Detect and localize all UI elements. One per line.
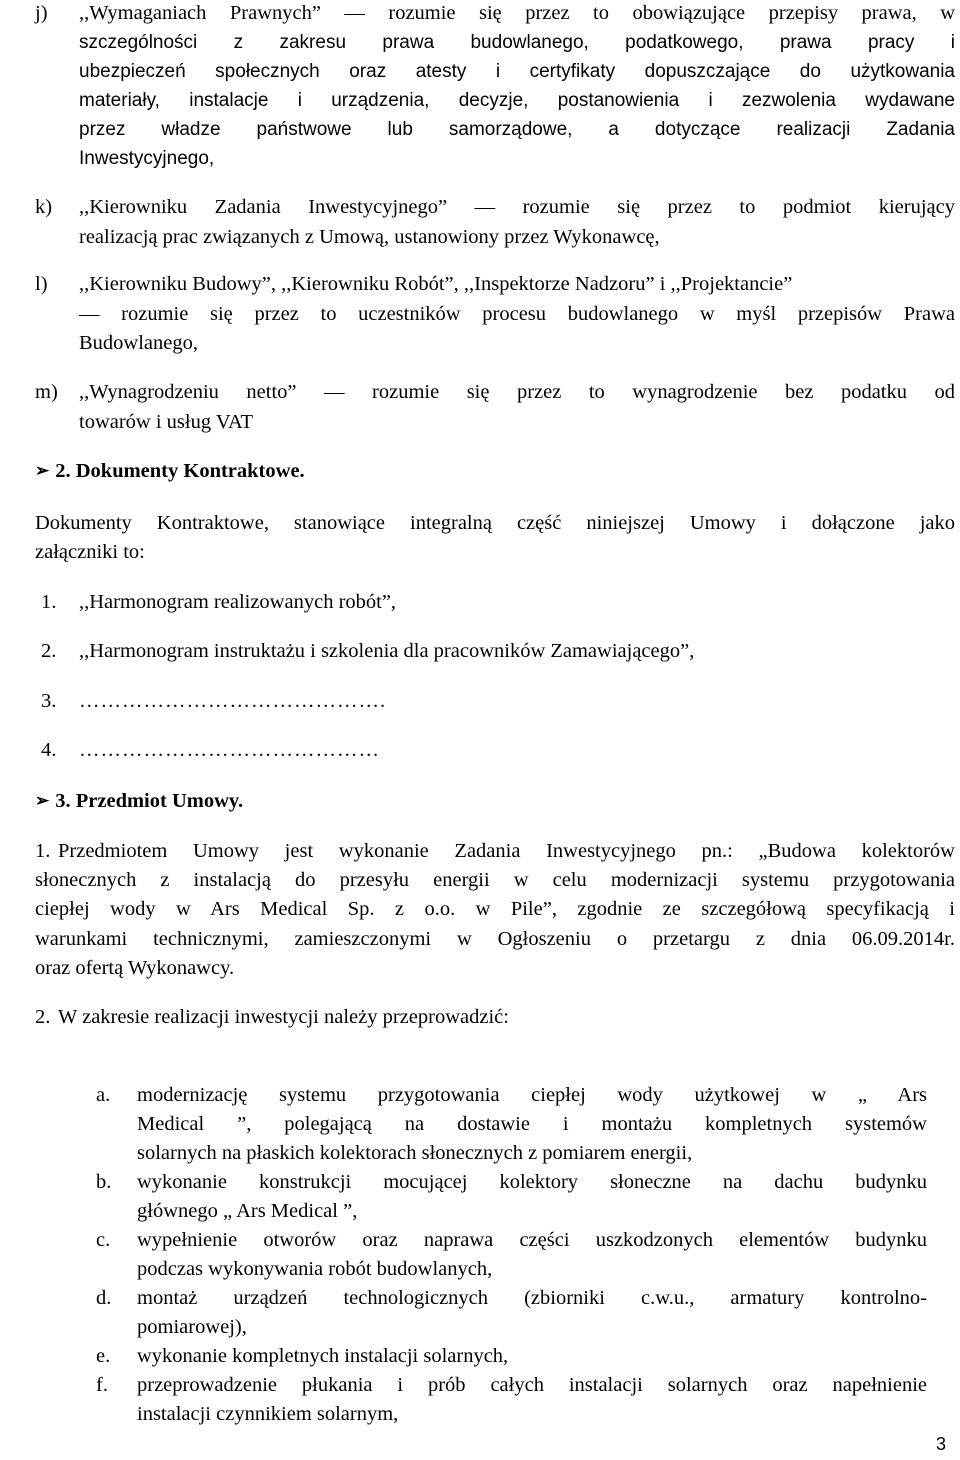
section-heading-3 — [0, 786, 960, 816]
arrow-icon: ➢ — [35, 461, 50, 480]
text-line: materiały, instalacje i urządzenia, decyzje, postanowienia i zezwolenia wydawane — [79, 90, 955, 111]
arrow-icon: ➢ — [35, 791, 50, 810]
attachment-item — [0, 636, 960, 666]
text-line: — rozumie się przez to uczestników procesu budowlanego w myśl przepisów Prawa — [79, 303, 955, 325]
text-line: głównego „ Ars Medical ”, — [137, 1200, 358, 1222]
attachment-number: 2. — [41, 640, 57, 662]
text-line: ubezpieczeń społecznych oraz atesty i certyfikaty dopuszczające do użytkowania — [79, 61, 955, 82]
section-intro-line: załączniki to: — [35, 541, 145, 563]
page-number: 3 — [936, 1434, 947, 1454]
text-line: ,,Wynagrodzeniu netto” — rozumie się przez to wynagrodzenie bez podatku od — [79, 381, 955, 403]
text-line: pomiarowej), — [137, 1316, 247, 1338]
text-line: szczególności z zakresu prawa budowlanego, podatkowego, prawa pracy i — [79, 32, 955, 53]
item-label: e. — [96, 1345, 111, 1367]
text-line: wykonanie konstrukcji mocującej kolektory słoneczne na dachu budynku — [137, 1171, 927, 1193]
text-line: towarów i usług VAT — [79, 411, 254, 433]
attachment-number: 4. — [41, 739, 57, 761]
attachment-text: ,,Harmonogram instruktażu i szkolenia dla pracowników Zamawiającego”, — [79, 640, 695, 662]
section-heading-2 — [0, 456, 960, 486]
text-line: wykonanie kompletnych instalacji solarnych, — [137, 1345, 509, 1367]
attachment-text: ……………………………………. — [79, 690, 387, 712]
text-line: ,,Kierowniku Zadania Inwestycyjnego” — rozumie się przez to podmiot kierujący — [79, 196, 955, 218]
item-label: l) — [35, 273, 48, 295]
section-title: 2. Dokumenty Kontraktowe. — [55, 460, 305, 482]
text-line: W zakresie realizacji inwestycji należy przeprowadzić: — [58, 1006, 509, 1028]
text-line: Medical ”, polegającą na dostawie i montażu kompletnych systemów — [137, 1113, 927, 1135]
section-intro-line: Dokumenty Kontraktowe, stanowiące integralną część niniejszej Umowy i dołączone jako — [35, 512, 955, 534]
text-line: instalacji czynnikiem solarnym, — [137, 1403, 399, 1425]
text-line: Przedmiotem Umowy jest wykonanie Zadania Inwestycyjnego pn.: „Budowa kolektorów — [58, 840, 955, 862]
paragraph-number: 2. — [35, 1006, 51, 1028]
item-label: f. — [96, 1374, 108, 1396]
text-line: oraz ofertą Wykonawcy. — [35, 957, 235, 979]
item-label: j) — [35, 2, 48, 24]
text-line: ,,Kierowniku Budowy”, ,,Kierowniku Robót”, ,,Inspektorze Nadzoru” i ,,Projektancie” — [79, 273, 793, 295]
attachment-item — [0, 587, 960, 617]
attachment-text: …………………………………… — [79, 739, 380, 761]
attachment-text: ,,Harmonogram realizowanych robót”, — [79, 591, 397, 613]
attachment-item — [0, 686, 960, 716]
text-line: realizacją prac związanych z Umową, ustanowiony przez Wykonawcę, — [79, 226, 660, 248]
item-label: b. — [96, 1171, 112, 1193]
item-label: m) — [35, 381, 58, 403]
section-title: 3. Przedmiot Umowy. — [55, 790, 244, 812]
item-label: d. — [96, 1287, 112, 1309]
text-line: wypełnienie otworów oraz naprawa części uszkodzonych elementów budynku — [137, 1229, 927, 1251]
attachment-number: 1. — [41, 591, 57, 613]
text-line: Budowlanego, — [79, 332, 198, 354]
text-line: solarnych na płaskich kolektorach słonecznych z pomiarem energii, — [137, 1142, 693, 1164]
text-line: Inwestycyjnego, — [79, 148, 215, 169]
text-line: ,,Wymaganiach Prawnych” — rozumie się przez to obowiązujące przepisy prawa, w — [79, 2, 955, 24]
text-line: modernizację systemu przygotowania ciepłej wody użytkowej w „ Ars — [137, 1084, 927, 1106]
text-line: przez władze państwowe lub samorządowe, a dotyczące realizacji Zadania — [79, 119, 955, 140]
text-line: ciepłej wody w Ars Medical Sp. z o.o. w Pile”, zgodnie ze szczegółową specyfikacją i — [35, 898, 955, 920]
text-line: podczas wykonywania robót budowlanych, — [137, 1258, 493, 1280]
item-label: a. — [96, 1084, 111, 1106]
item-label: k) — [35, 196, 53, 218]
item-label: c. — [96, 1229, 111, 1251]
attachment-item — [0, 735, 960, 765]
text-line: montaż urządzeń technologicznych (zbiorniki c.w.u., armatury kontrolno- — [137, 1287, 927, 1309]
text-line: słonecznych z instalacją do przesyłu energii w celu modernizacji systemu przygotowania — [35, 869, 955, 891]
text-line: warunkami technicznymi, zamieszczonymi w Ogłoszeniu o przetargu z dnia 06.09.2014r. — [35, 928, 955, 950]
paragraph-number: 1. — [35, 840, 51, 862]
text-line: przeprowadzenie płukania i prób całych instalacji solarnych oraz napełnienie — [137, 1374, 927, 1396]
attachment-number: 3. — [41, 690, 57, 712]
